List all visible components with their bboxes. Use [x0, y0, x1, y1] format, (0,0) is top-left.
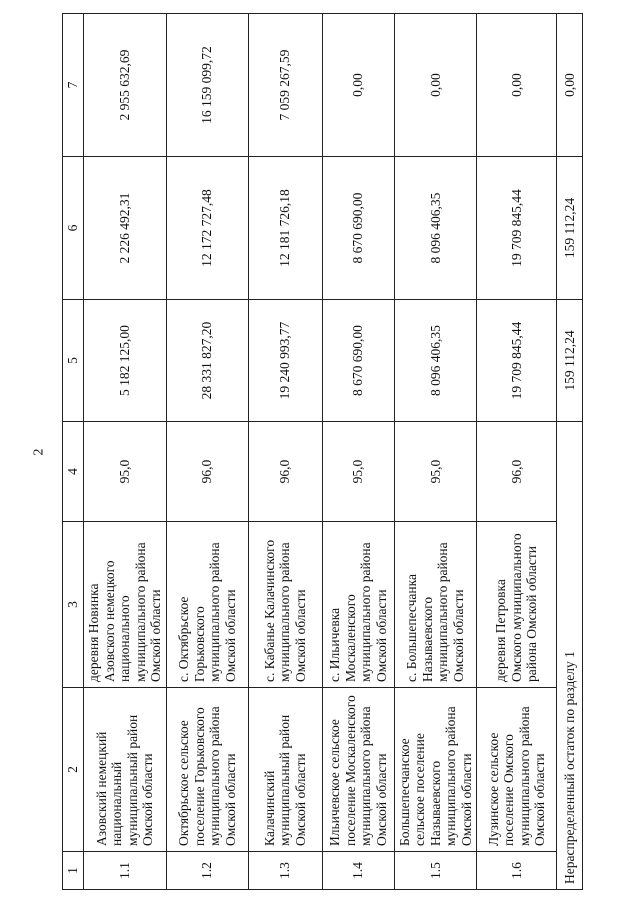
row-number: 1.6: [477, 852, 557, 890]
percent-cell: 95,0: [322, 422, 394, 522]
header-col-5: 5: [63, 300, 84, 422]
table-row: [248, 14, 322, 890]
col5-cell: 28 331 827,20: [166, 300, 248, 422]
table-row: [166, 14, 248, 890]
header-col-7: 7: [63, 14, 84, 157]
header-col-6: 6: [63, 157, 84, 300]
settlement-cell: с. Большепесчанка Называевского муниципального района Омской области: [394, 522, 477, 688]
col7-cell: 2 955 632,69: [84, 14, 167, 157]
row-number: 1.2: [166, 852, 248, 890]
table-row: [84, 14, 167, 890]
municipality-cell: Азовский немецкий национальный муниципальный район Омской области: [84, 688, 167, 852]
footer-col5-cell: 159 112,24: [557, 300, 583, 422]
col6-cell: 8 096 406,35: [394, 157, 477, 300]
settlement-cell: с. Октябрьское Горьковского муниципального района Омской области: [166, 522, 248, 688]
settlement-cell: с. Кабанье Калачинского муниципального района Омской области: [248, 522, 322, 688]
percent-cell: 95,0: [394, 422, 477, 522]
col5-cell: 5 182 125,00: [84, 300, 167, 422]
budget-table: [62, 13, 583, 890]
table-wrapper: [62, 14, 577, 890]
table-row: [477, 14, 557, 890]
row-number: 1.5: [394, 852, 477, 890]
footer-row: [557, 14, 583, 890]
row-number: 1.1: [84, 852, 167, 890]
percent-cell: 95,0: [84, 422, 167, 522]
col7-cell: 16 159 099,72: [166, 14, 248, 157]
percent-cell: 96,0: [166, 422, 248, 522]
rotated-page: [62, 14, 577, 890]
percent-cell: 96,0: [248, 422, 322, 522]
col7-cell: 0,00: [322, 14, 394, 157]
municipality-cell: Большепесчанское сельское поселение Называевского муниципального района Омской области: [394, 688, 477, 852]
settlement-cell: деревня Новинка Азовского немецкого национального муниципального района Омской области: [84, 522, 167, 688]
table-row: [322, 14, 394, 890]
footer-col7-cell: 0,00: [557, 14, 583, 157]
footer-col6-cell: 159 112,24: [557, 157, 583, 300]
col5-cell: 8 096 406,35: [394, 300, 477, 422]
header-col-4: 4: [63, 422, 84, 522]
col7-cell: 0,00: [477, 14, 557, 157]
col5-cell: 19 240 993,77: [248, 300, 322, 422]
municipality-cell: Калачинский муниципальный район Омской области: [248, 688, 322, 852]
unallocated-remainder-label: Нераспределенный остаток по разделу 1: [557, 422, 583, 890]
col6-cell: 12 181 726,18: [248, 157, 322, 300]
row-number: 1.3: [248, 852, 322, 890]
settlement-cell: с. Ильичевка Москаленского муниципального района Омской области: [322, 522, 394, 688]
table-row: [394, 14, 477, 890]
col7-cell: 7 059 267,59: [248, 14, 322, 157]
col6-cell: 8 670 690,00: [322, 157, 394, 300]
col5-cell: 19 709 845,44: [477, 300, 557, 422]
settlement-cell: деревня Петровка Омского муниципального района Омской области: [477, 522, 557, 688]
col5-cell: 8 670 690,00: [322, 300, 394, 422]
municipality-cell: Октябрьское сельское поселение Горьковского муниципального района Омской области: [166, 688, 248, 852]
header-col-3: 3: [63, 522, 84, 688]
header-col-1: 1: [63, 852, 84, 890]
col7-cell: 0,00: [394, 14, 477, 157]
col6-cell: 19 709 845,44: [477, 157, 557, 300]
header-col-2: 2: [63, 688, 84, 852]
municipality-cell: Ильичевское сельское поселение Москаленского муниципального района Омской области: [322, 688, 394, 852]
row-number: 1.4: [322, 852, 394, 890]
municipality-cell: Лузинское сельское поселение Омского муниципального района Омской области: [477, 688, 557, 852]
col6-cell: 12 172 727,48: [166, 157, 248, 300]
page-number: 2: [31, 448, 47, 456]
header-row: [63, 14, 84, 890]
percent-cell: 96,0: [477, 422, 557, 522]
col6-cell: 2 226 492,31: [84, 157, 167, 300]
